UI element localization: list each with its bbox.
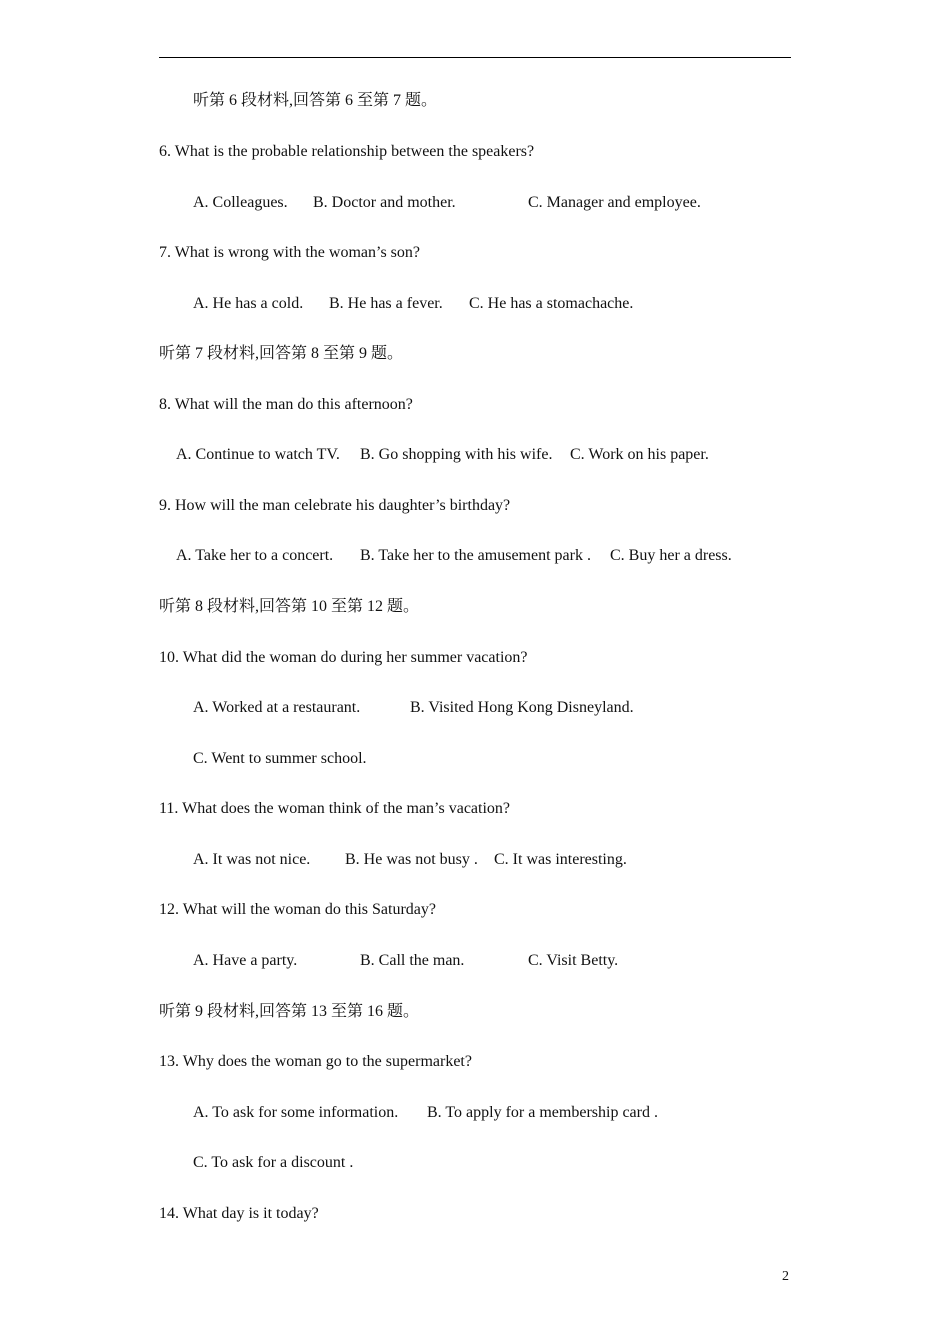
q11-option-a: A. It was not nice. — [193, 851, 311, 868]
section-instruction-9: 听第 9 段材料,回答第 13 至第 16 题。 — [159, 1003, 420, 1020]
q6-option-b: B. Doctor and mother. — [313, 194, 456, 211]
q6-option-a: A. Colleagues. — [193, 194, 288, 211]
q8-option-b: B. Go shopping with his wife. — [360, 446, 553, 463]
section-instruction-6: 听第 6 段材料,回答第 6 至第 7 题。 — [193, 92, 438, 109]
question-8: 8. What will the man do this afternoon? — [159, 396, 413, 413]
q9-option-c: C. Buy her a dress. — [610, 547, 732, 564]
q13-option-a: A. To ask for some information. — [193, 1104, 399, 1121]
question-9: 9. How will the man celebrate his daughter’s birthday? — [159, 497, 511, 514]
q11-option-b: B. He was not busy . — [345, 851, 478, 868]
section-instruction-7: 听第 7 段材料,回答第 8 至第 9 题。 — [159, 345, 404, 362]
question-12: 12. What will the woman do this Saturday? — [159, 901, 436, 918]
q11-option-c: C. It was interesting. — [494, 851, 627, 868]
q12-option-a: A. Have a party. — [193, 952, 298, 969]
q13-option-b: B. To apply for a membership card . — [427, 1104, 658, 1121]
q8-option-a: A. Continue to watch TV. — [176, 446, 340, 463]
question-6: 6. What is the probable relationship between the speakers? — [159, 143, 535, 160]
q9-option-a: A. Take her to a concert. — [176, 547, 334, 564]
q10-option-c: C. Went to summer school. — [193, 750, 367, 767]
question-13: 13. Why does the woman go to the supermarket? — [159, 1053, 472, 1070]
question-7: 7. What is wrong with the woman’s son? — [159, 244, 421, 261]
q6-option-c: C. Manager and employee. — [528, 194, 701, 211]
q7-option-a: A. He has a cold. — [193, 295, 304, 312]
q7-option-c: C. He has a stomachache. — [469, 295, 634, 312]
q10-option-a: A. Worked at a restaurant. — [193, 699, 361, 716]
q13-option-c: C. To ask for a discount . — [193, 1154, 354, 1171]
header-rule — [159, 57, 791, 58]
q7-option-b: B. He has a fever. — [329, 295, 443, 312]
q9-option-b: B. Take her to the amusement park . — [360, 547, 591, 564]
q10-option-b: B. Visited Hong Kong Disneyland. — [410, 699, 634, 716]
page-number: 2 — [782, 1269, 789, 1284]
section-instruction-8: 听第 8 段材料,回答第 10 至第 12 题。 — [159, 598, 420, 615]
question-14: 14. What day is it today? — [159, 1205, 319, 1222]
q12-option-c: C. Visit Betty. — [528, 952, 619, 969]
question-10: 10. What did the woman do during her summer vacation? — [159, 649, 528, 666]
q12-option-b: B. Call the man. — [360, 952, 465, 969]
question-11: 11. What does the woman think of the man’s vacation? — [159, 800, 511, 817]
q8-option-c: C. Work on his paper. — [570, 446, 709, 463]
